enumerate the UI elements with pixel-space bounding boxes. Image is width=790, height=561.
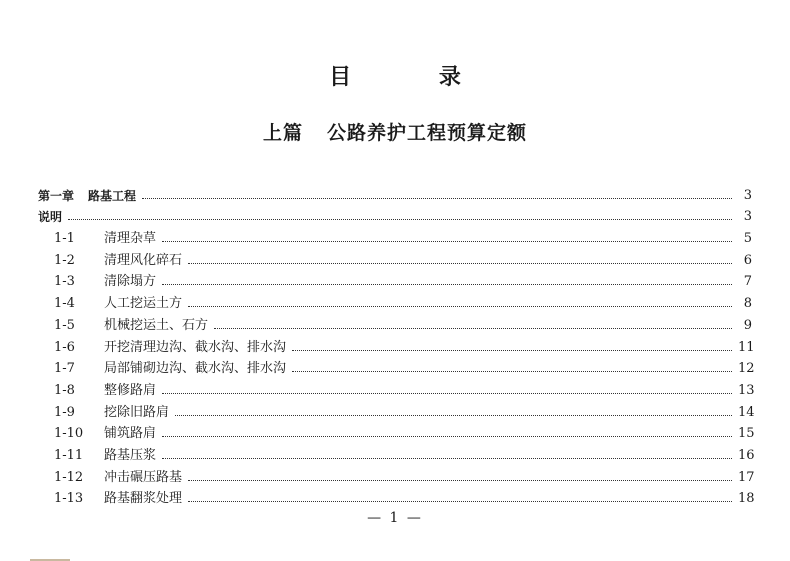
toc-item-list	[38, 223, 755, 507]
toc-item-title: 路基压浆	[104, 447, 157, 463]
toc-item-title: 机械挖运土、石方	[104, 317, 209, 333]
toc-item-title: 开挖清理边沟、截水沟、排水沟	[104, 339, 287, 355]
toc-page-number: 17	[738, 469, 755, 485]
toc-page-number: 15	[738, 426, 755, 442]
toc-item-row[interactable]	[38, 462, 755, 485]
toc-item-title: 清除塌方	[104, 274, 157, 290]
toc-page-number: 16	[738, 447, 755, 463]
toc-chapter-title: 路基工程	[88, 188, 137, 203]
toc-leader-dots	[214, 328, 732, 329]
toc-item-number: 1-12	[54, 469, 84, 485]
toc-page-number: 6	[743, 252, 752, 268]
toc-leader-dots	[175, 415, 732, 416]
toc-item-number: 1-9	[54, 404, 75, 420]
toc-item-number: 1-5	[54, 317, 75, 333]
toc-item-row[interactable]	[38, 354, 755, 377]
toc-item-number: 1-8	[54, 382, 75, 398]
toc-item-number: 1-13	[54, 491, 84, 507]
toc-intro-title: 说明	[38, 210, 63, 225]
toc-leader-dots	[188, 501, 732, 502]
toc-chapter-row[interactable]	[38, 180, 752, 202]
toc-item-number: 1-3	[54, 274, 75, 290]
toc-item-title: 人工挖运土方	[104, 296, 183, 312]
page-number-footer: — 1 —	[367, 510, 423, 526]
toc-leader-dots	[162, 458, 732, 459]
toc-item-title: 局部铺砌边沟、截水沟、排水沟	[104, 361, 287, 377]
toc-item-title: 挖除旧路肩	[104, 404, 170, 420]
toc-item-row[interactable]	[38, 288, 752, 310]
part-heading	[0, 118, 790, 145]
toc-chapter-heading	[38, 190, 136, 202]
toc-item-row[interactable]	[38, 484, 755, 507]
toc-leader-dots	[142, 198, 732, 199]
toc-intro-row[interactable]	[38, 202, 752, 224]
toc-leader-dots	[68, 219, 732, 220]
toc-item-number: 1-4	[54, 296, 75, 312]
toc-page-number: 18	[738, 491, 755, 507]
toc-item-title: 清理风化碎石	[104, 252, 183, 268]
toc-item-row[interactable]	[38, 310, 752, 332]
toc-page-number: 8	[743, 296, 752, 312]
toc-item-number: 1-2	[54, 252, 75, 268]
toc-item-title: 路基翻浆处理	[104, 491, 183, 507]
toc-item-row[interactable]	[38, 267, 752, 289]
toc-item-title: 冲击碾压路基	[104, 469, 183, 485]
toc-page-number: 5	[743, 231, 752, 247]
page-title: 目 录	[329, 65, 501, 90]
toc-item-row[interactable]	[38, 332, 755, 355]
toc-leader-dots	[162, 393, 732, 394]
part-title: 公路养护工程预算定额	[327, 122, 528, 144]
toc-item-row[interactable]	[38, 223, 752, 245]
toc-leader-dots	[188, 263, 732, 264]
toc-page-number: 13	[738, 382, 755, 398]
toc-item-number: 1-6	[54, 339, 75, 355]
toc-item-title: 整修路肩	[104, 382, 157, 398]
toc-page-number: 14	[738, 404, 755, 420]
toc-leader-dots	[162, 436, 732, 437]
toc-item-title: 清理杂草	[104, 231, 157, 247]
toc-item-row[interactable]	[38, 397, 755, 420]
toc-item-title: 铺筑路肩	[104, 426, 157, 442]
toc-page-number: 11	[738, 339, 755, 355]
toc-leader-dots	[292, 350, 732, 351]
part-label: 上篇	[262, 122, 303, 144]
table-of-contents	[38, 180, 755, 507]
toc-page-number: 12	[738, 361, 755, 377]
toc-leader-dots	[162, 284, 732, 285]
toc-item-row[interactable]	[38, 440, 755, 463]
toc-page-number: 3	[743, 209, 752, 225]
toc-leader-dots	[188, 306, 732, 307]
toc-leader-dots	[162, 241, 732, 242]
toc-leader-dots	[292, 371, 732, 372]
toc-leader-dots	[188, 480, 732, 481]
toc-page-number: 3	[743, 187, 752, 203]
toc-item-row[interactable]	[38, 419, 755, 442]
toc-item-row[interactable]	[38, 375, 755, 398]
toc-page-number: 9	[743, 317, 752, 333]
toc-item-number: 1-10	[54, 426, 84, 442]
toc-item-number: 1-11	[54, 447, 84, 463]
toc-item-number: 1-1	[54, 231, 75, 247]
toc-item-row[interactable]	[38, 245, 752, 267]
toc-item-number: 1-7	[54, 361, 75, 377]
toc-chapter-label: 第一章	[38, 188, 75, 203]
toc-page-number: 7	[743, 274, 752, 290]
